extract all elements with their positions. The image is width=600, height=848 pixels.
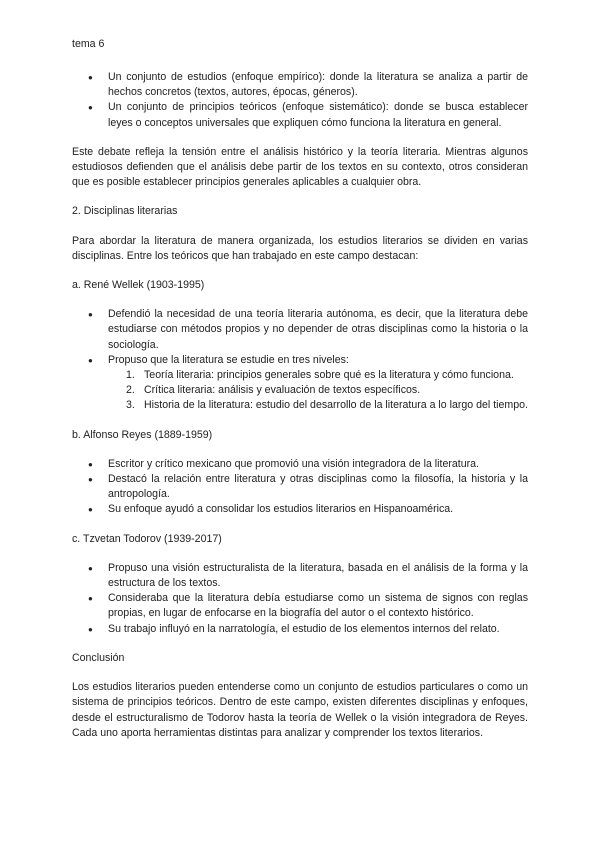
subsection-heading-reyes: b. Alfonso Reyes (1889-1959) bbox=[72, 428, 213, 441]
wellek-bullet-list bbox=[72, 307, 528, 413]
numbered-item bbox=[108, 368, 528, 383]
item-number: 2. bbox=[126, 384, 135, 397]
subsection-heading-todorov: c. Tzvetan Todorov (1939-2017) bbox=[72, 532, 222, 545]
list-item: ● Su enfoque ayudó a consolidar los estudios literarios en Hispanoamérica. bbox=[72, 502, 528, 517]
item-text: Teoría literaria: principios generales sobre qué es la literatura y cómo funciona. bbox=[144, 369, 514, 382]
item-number: 1. bbox=[126, 369, 135, 382]
section-heading: 2. Disciplinas literarias bbox=[72, 205, 178, 218]
reyes-bullet-list bbox=[72, 457, 528, 518]
conclusion-paragraph: Los estudios literarios pueden entenderse como un conjunto de estudios particulares o como un sistema de principios teóricos. Dentro de este campo, existen diferentes disciplinas y enfoques, desde el estructuralismo de Todorov hasta la teoría de Wellek o la visión integradora de Reyes. Cada uno aporta herramientas distintas para analizar y comprender los textos literarios. bbox=[72, 681, 528, 739]
section-intro: Para abordar la literatura de manera organizada, los estudios literarios se dividen en varias disciplinas. Entre los teóricos que han trabajado en este campo destacan: bbox=[72, 234, 528, 262]
conclusion-heading: Conclusión bbox=[72, 651, 125, 664]
list-item: ● Propuso una visión estructuralista de la literatura, basada en el análisis de la forma y la estructura de los textos. bbox=[72, 561, 528, 591]
list-item-text: Propuso que la literatura se estudie en tres niveles: bbox=[108, 353, 349, 366]
list-item: ● Destacó la relación entre literatura y otras disciplinas como la filosofía, la historia y la antropología. bbox=[72, 472, 528, 502]
todorov-bullet-list bbox=[72, 561, 528, 637]
subsection-heading-wellek: a. René Wellek (1903-1995) bbox=[72, 279, 205, 292]
list-item: ● Su trabajo influyó en la narratología, el estudio de los elementos internos del relato. bbox=[72, 622, 528, 637]
list-item bbox=[72, 353, 528, 414]
intro-bullet-list bbox=[72, 70, 528, 131]
item-text: Crítica literaria: análisis y evaluación de textos específicos. bbox=[144, 384, 421, 397]
page-header: tema 6 bbox=[72, 38, 105, 50]
list-item: ● Un conjunto de principios teóricos (enfoque sistemático): donde se busca establecer leyes o conceptos universales que expliquen cómo funciona la literatura en general. bbox=[72, 100, 528, 130]
item-text: Historia de la literatura: estudio del desarrollo de la literatura a lo largo del tiempo. bbox=[144, 399, 528, 412]
list-item: ● Consideraba que la literatura debía estudiarse como un sistema de signos con reglas propias, en lugar de enfocarse en la biografía del autor o el contexto histórico. bbox=[72, 591, 528, 621]
levels-numbered-list bbox=[108, 368, 528, 414]
numbered-item bbox=[108, 398, 528, 413]
list-item: ● Escritor y crítico mexicano que promovió una visión integradora de la literatura. bbox=[72, 457, 528, 472]
document-body bbox=[72, 70, 528, 741]
item-number: 3. bbox=[126, 399, 135, 412]
list-item: ● Defendió la necesidad de una teoría literaria autónoma, es decir, que la literatura debe estudiarse con métodos propios y no depender de otras disciplinas como la historia o la sociología. bbox=[72, 307, 528, 353]
numbered-item bbox=[108, 383, 528, 398]
debate-paragraph: Este debate refleja la tensión entre el análisis histórico y la teoría literaria. Mientras algunos estudiosos defienden que el análisis debe partir de los textos en su contexto, otros consideran que es posible establecer principios generales aplicables a cualquier obra. bbox=[72, 145, 528, 189]
list-item: ● Un conjunto de estudios (enfoque empírico): donde la literatura se analiza a partir de hechos concretos (textos, autores, épocas, géneros). bbox=[72, 70, 528, 100]
